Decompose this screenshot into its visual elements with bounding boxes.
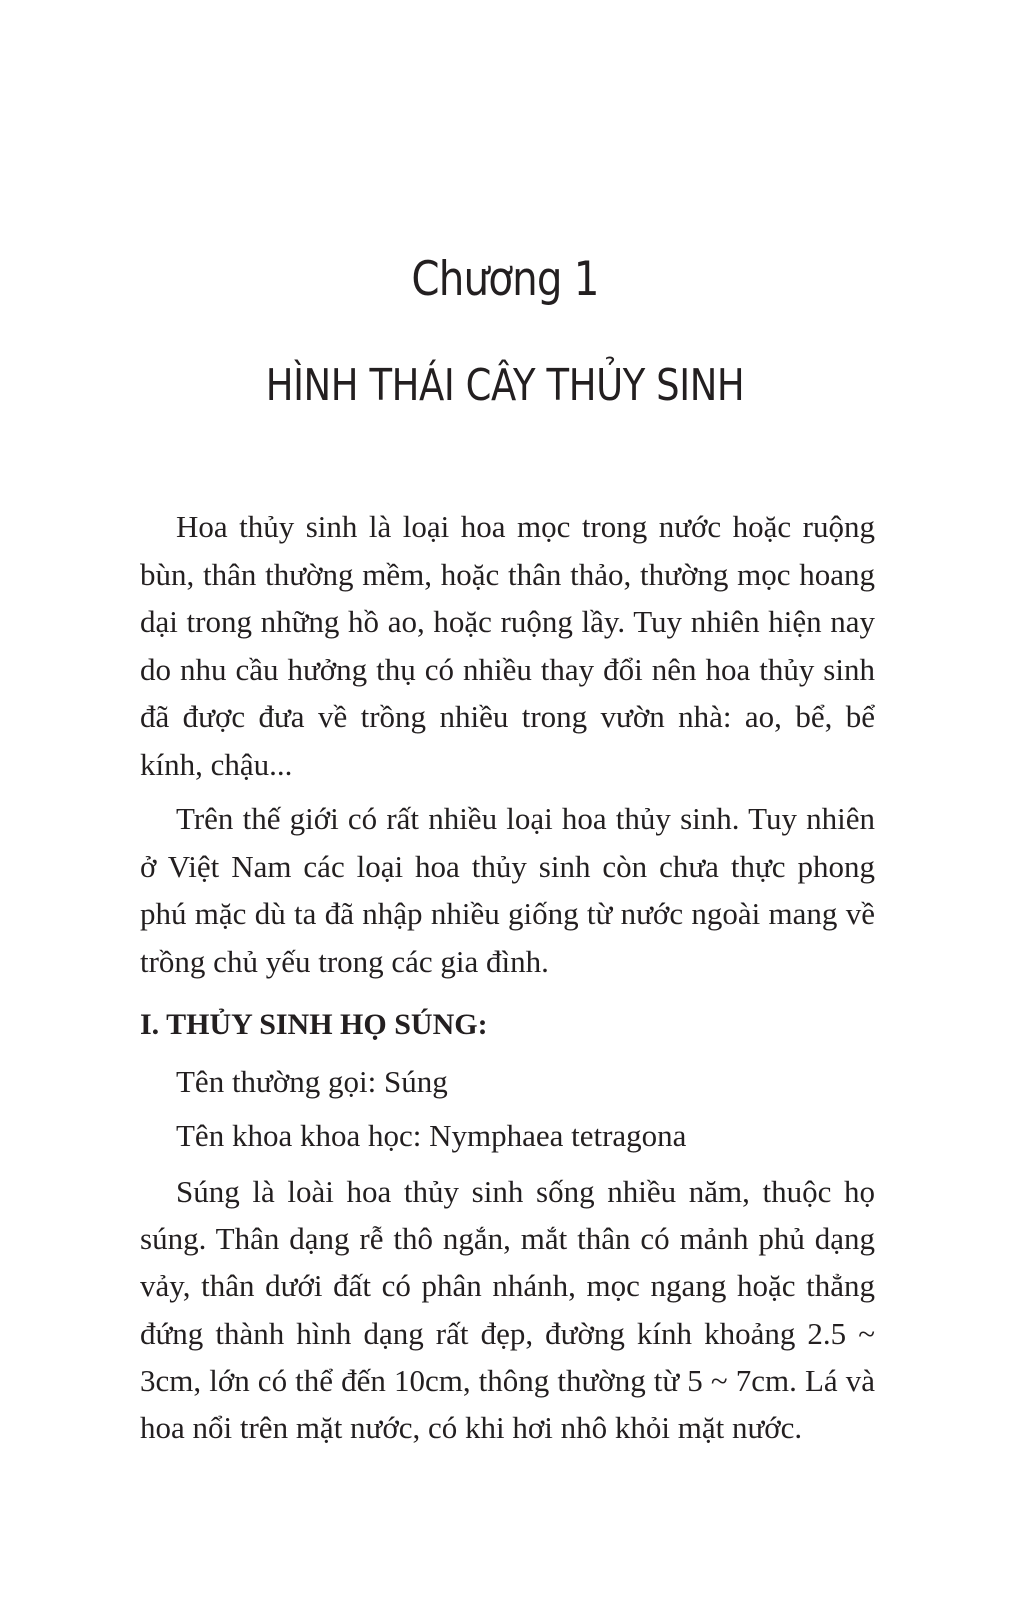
- description-paragraph: Súng là loài hoa thủy sinh sống nhiều năm, thuộc họ súng. Thân dạng rễ thô ngắn, mắt thân có mảnh phủ dạng vảy, thân dưới đất có phân nhánh, mọc ngang hoặc thẳng đứng thành hình dạng rất đẹp, đường kính khoảng 2.5 ~ 3cm, lớn có thể đến 10cm, thông thường từ 5 ~ 7cm. Lá và hoa nổi trên mặt nước, có khi hơi nhô khỏi mặt nước.: [140, 1174, 875, 1446]
- section-heading: I. THỦY SINH HỌ SÚNG:: [140, 1008, 488, 1041]
- intro-paragraph-1: Hoa thủy sinh là loại hoa mọc trong nước hoặc ruộng bùn, thân thường mềm, hoặc thân thảo, thường mọc hoang dại trong những hồ ao, hoặc ruộng lầy. Tuy nhiên hiện nay do nhu cầu hưởng thụ có nhiều thay đổi nên hoa thủy sinh đã được đưa về trồng nhiều trong vườn nhà: ao, bể, bể kính, chậu...: [140, 509, 875, 782]
- chapter-title: HÌNH THÁI CÂY THỦY SINH: [265, 360, 745, 411]
- intro-paragraph-1-block: [140, 503, 875, 788]
- common-name-line: Tên thường gọi: Súng: [176, 1064, 448, 1099]
- description-block: [140, 1168, 875, 1451]
- intro-paragraph-2: Trên thế giới có rất nhiều loại hoa thủy sinh. Tuy nhiên ở Việt Nam các loại hoa thủy sinh còn chưa thực phong phú mặc dù ta đã nhập nhiều giống từ nước ngoài mang về trồng chủ yếu trong các gia đình.: [140, 801, 875, 979]
- scientific-name-line: Tên khoa khoa học: Nymphaea tetragona: [176, 1118, 687, 1153]
- intro-paragraph-2-block: [140, 795, 875, 985]
- chapter-number: Chương 1: [411, 252, 599, 307]
